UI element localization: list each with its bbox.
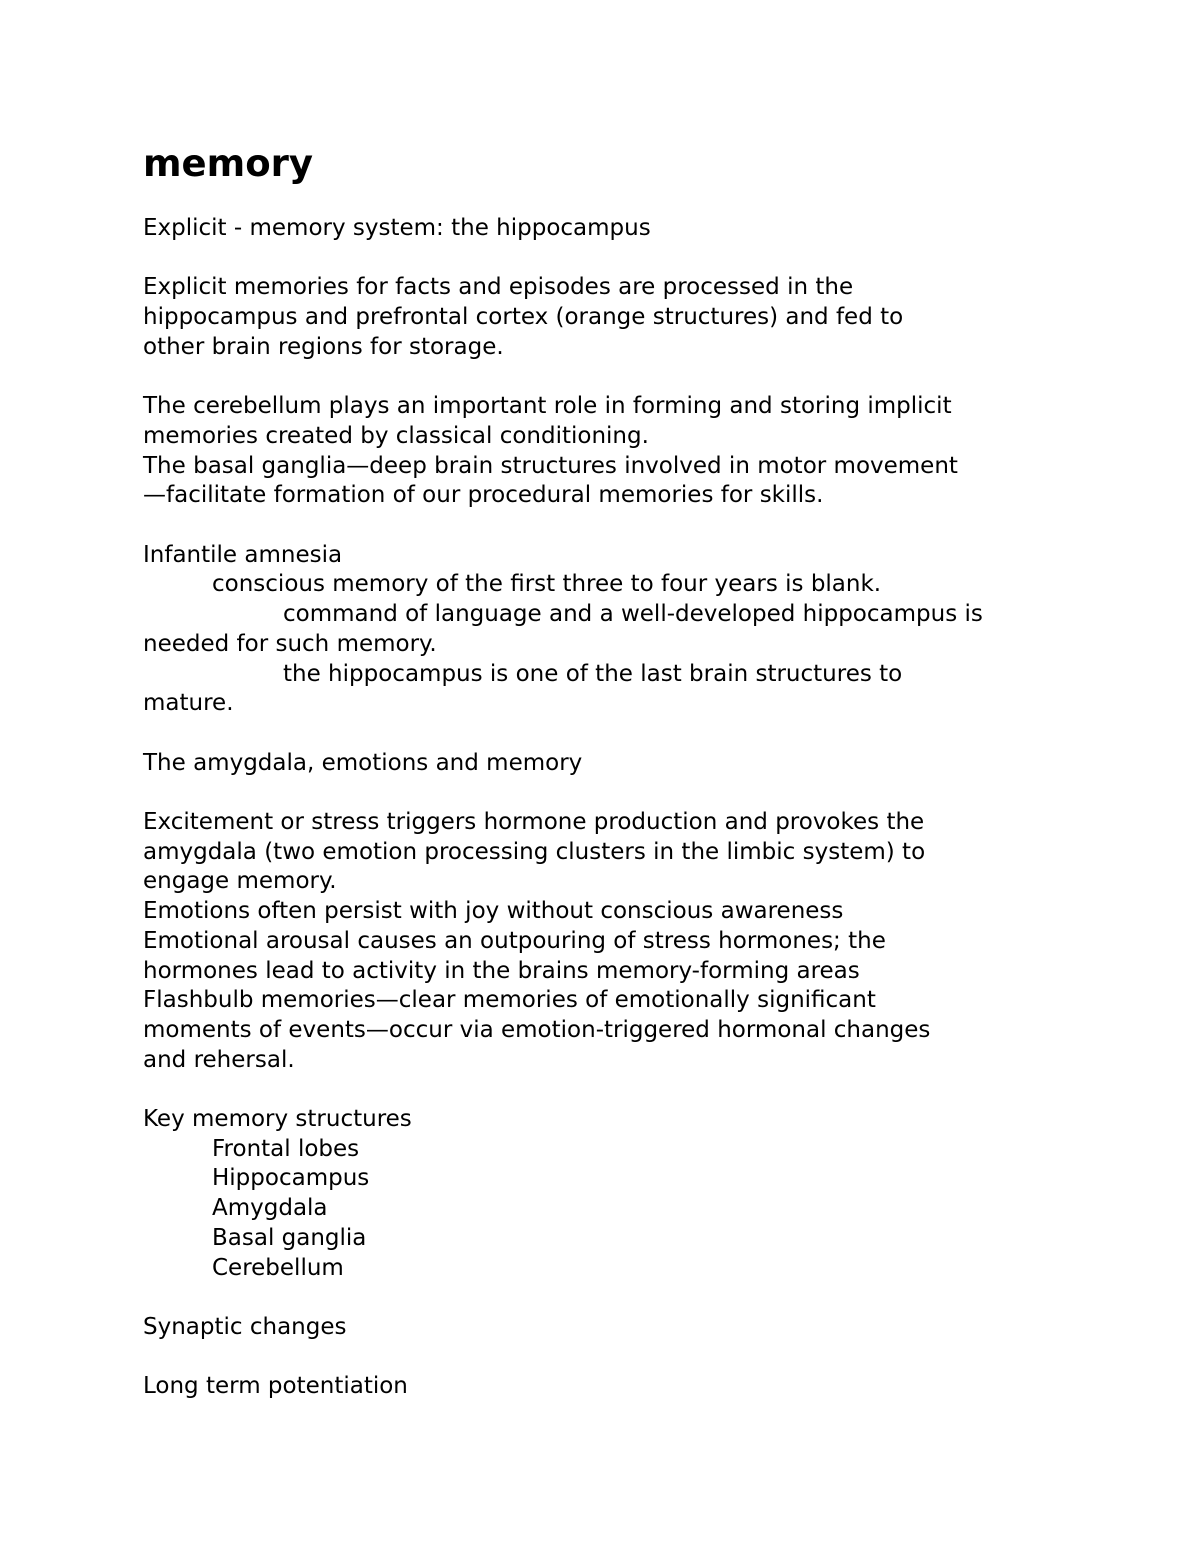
structures-heading: Key memory structures	[143, 1106, 412, 1132]
structure-item: Cerebellum	[212, 1254, 344, 1281]
blank-line	[143, 511, 1073, 541]
explicit-para2-line: The cerebellum plays an important role in forming and storing implicit	[143, 393, 952, 420]
infantile-heading: Infantile amnesia	[143, 541, 343, 568]
infantile-line: command of language and a well-developed hippocampus is	[283, 601, 983, 628]
blank-line	[143, 244, 1073, 274]
synaptic-changes-heading: Synaptic changes	[143, 1313, 347, 1340]
explicit-para1-line: Explicit memories for facts and episodes are processed in the	[143, 274, 854, 301]
amygdala-line: Flashbulb memories—clear memories of emotionally significant	[143, 987, 876, 1014]
blank-line	[143, 719, 1073, 749]
explicit-para2-line: —facilitate formation of our procedural memories for skills.	[143, 482, 824, 509]
structure-item: Frontal lobes	[212, 1135, 360, 1162]
document-page	[143, 140, 1073, 1402]
blank-line	[143, 1075, 1073, 1105]
amygdala-line: Excitement or stress triggers hormone production and provokes the	[143, 808, 925, 835]
blank-line	[143, 1343, 1073, 1373]
amygdala-line: moments of events—occur via emotion-triggered hormonal changes	[143, 1016, 931, 1043]
explicit-heading: Explicit - memory system: the hippocampus	[143, 215, 651, 241]
blank-line	[143, 363, 1073, 393]
infantile-line: needed for such memory.	[143, 630, 437, 657]
explicit-para1-line: other brain regions for storage.	[143, 333, 504, 360]
amygdala-line: Emotional arousal causes an outpouring of stress hormones; the	[143, 927, 886, 954]
explicit-para1-line: hippocampus and prefrontal cortex (orange structures) and fed to	[143, 304, 904, 331]
document-title: memory	[143, 142, 313, 185]
amygdala-line: amygdala (two emotion processing clusters in the limbic system) to	[143, 838, 926, 865]
infantile-line: mature.	[143, 690, 234, 717]
blank-line	[143, 778, 1073, 808]
structure-item: Amygdala	[212, 1195, 328, 1222]
infantile-line: conscious memory of the first three to four years is blank.	[212, 571, 882, 598]
infantile-line: the hippocampus is one of the last brain structures to	[283, 660, 903, 687]
structure-item: Basal ganglia	[212, 1224, 367, 1251]
structure-item: Hippocampus	[212, 1165, 370, 1192]
explicit-para2-line: memories created by classical conditioning.	[143, 422, 649, 449]
amygdala-line: hormones lead to activity in the brains memory-forming areas	[143, 957, 860, 984]
amygdala-line: engage memory.	[143, 868, 337, 895]
amygdala-line: Emotions often persist with joy without conscious awareness	[143, 898, 844, 925]
long-term-potentiation-heading: Long term potentiation	[143, 1373, 408, 1400]
blank-line	[143, 1283, 1073, 1313]
amygdala-heading: The amygdala, emotions and memory	[143, 749, 583, 776]
amygdala-line: and rehersal.	[143, 1046, 295, 1073]
explicit-para2-line: The basal ganglia—deep brain structures involved in motor movement	[143, 452, 958, 479]
